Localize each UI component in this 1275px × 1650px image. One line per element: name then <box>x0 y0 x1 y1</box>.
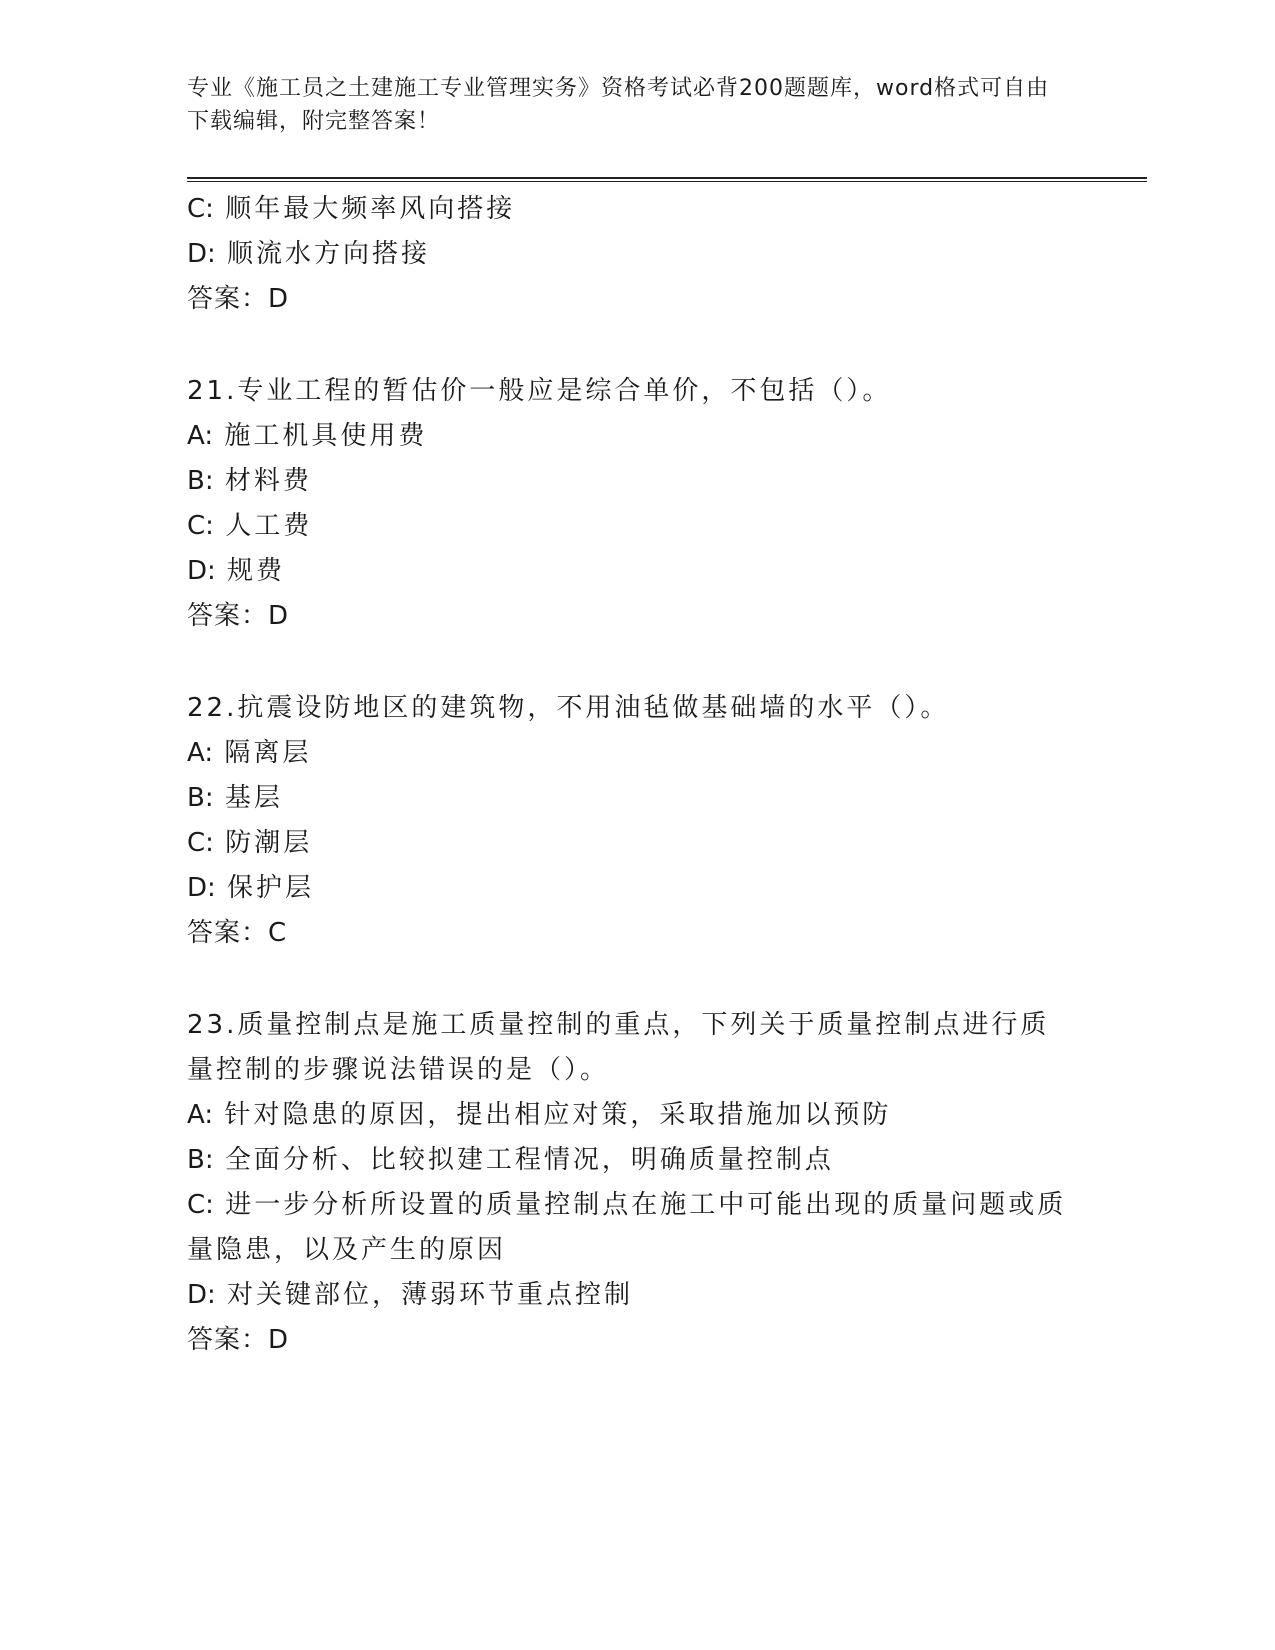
option-a: A: 隔离层 <box>187 738 312 768</box>
option-c: C: 顺年最大频率风向搭接 <box>187 194 516 224</box>
spacer <box>187 322 1147 369</box>
answer-line: 答案：D <box>187 1325 290 1355</box>
answer-line: 答案：D <box>187 601 290 631</box>
answer-line: 答案：C <box>187 918 288 948</box>
option-c: C: 进一步分析所设置的质量控制点在施工中可能出现的质量问题或质量隐患，以及产生的原因 <box>187 1190 1067 1265</box>
option-b: B: 材料费 <box>187 466 312 496</box>
option-b: B: 基层 <box>187 783 283 813</box>
option-d: D: 顺流水方向搭接 <box>187 239 431 269</box>
page-header-title: 专业《施工员之土建施工专业管理实务》资格考试必背200题题库，word格式可自由下载编辑，附完整答案！ <box>187 76 1050 134</box>
option-c: C: 人工费 <box>187 511 313 541</box>
option-c: C: 防潮层 <box>187 828 313 858</box>
option-d: D: 保护层 <box>187 873 315 903</box>
spacer <box>187 639 1147 686</box>
option-b: B: 全面分析、比较拟建工程情况，明确质量控制点 <box>187 1145 834 1175</box>
header-divider <box>187 177 1147 182</box>
option-a: A: 针对隐患的原因，提出相应对策，采取措施加以预防 <box>187 1100 892 1130</box>
option-a: A: 施工机具使用费 <box>187 421 428 451</box>
question-stem-23: 23.质量控制点是施工质量控制的重点，下列关于质量控制点进行质量控制的步骤说法错误的是（）。 <box>187 1010 1050 1085</box>
answer-line: 答案：D <box>187 284 290 314</box>
spacer <box>187 956 1147 1003</box>
option-d: D: 对关键部位，薄弱环节重点控制 <box>187 1280 634 1310</box>
question-stem-22: 22.抗震设防地区的建筑物，不用油毡做基础墙的水平（）。 <box>187 693 950 723</box>
question-stem-21: 21.专业工程的暂估价一般应是综合单价，不包括（）。 <box>187 376 892 406</box>
option-d: D: 规费 <box>187 556 286 586</box>
question-content <box>187 187 1147 1363</box>
